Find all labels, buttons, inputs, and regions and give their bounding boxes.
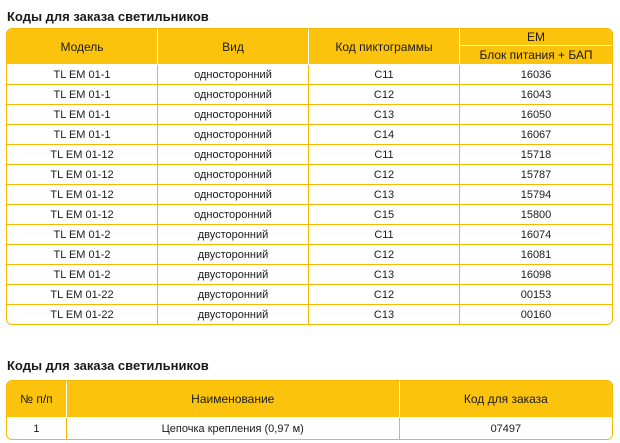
em-code-cell: 15718 [460, 144, 612, 164]
em-code-cell: 00160 [460, 304, 612, 324]
type-cell: односторонний [158, 104, 309, 124]
model-cell: TL EM 01-1 [7, 104, 158, 124]
order-code-cell: 07497 [490, 422, 522, 435]
column-header-name: Наименование [67, 381, 400, 418]
model-cell: TL EM 01-12 [7, 184, 158, 204]
column-header-pictogram-code: Код пиктограммы [309, 29, 460, 65]
em-code-cell: 16043 [460, 84, 612, 104]
model-cell: TL EM 01-12 [7, 204, 158, 224]
column-header-em: EM [460, 29, 612, 46]
table-row [7, 65, 612, 84]
pictogram-code-cell: C13 [309, 104, 460, 124]
model-cell: TL EM 01-2 [7, 224, 158, 244]
em-code-cell: 16074 [460, 224, 612, 244]
model-cell: TL EM 01-22 [7, 304, 158, 324]
table-row [7, 224, 612, 244]
em-code-cell: 16067 [460, 124, 612, 144]
model-cell: TL EM 01-1 [7, 84, 158, 104]
model-cell: TL EM 01-2 [7, 264, 158, 284]
pictogram-code-cell: C12 [309, 164, 460, 184]
pictogram-code-cell: C12 [309, 244, 460, 264]
em-code-cell: 16036 [520, 68, 552, 81]
type-cell: двусторонний [158, 244, 309, 264]
table-row [7, 104, 612, 124]
table-row [7, 204, 612, 224]
pictogram-code-cell: C11 [309, 65, 460, 84]
pictogram-code-cell: C12 [309, 284, 460, 304]
pictogram-code-cell: C12 [309, 84, 460, 104]
section-title-accessories: Коды для заказа светильников [7, 358, 209, 373]
model-cell: TL EM 01-12 [7, 164, 158, 184]
accessory-codes-table [6, 380, 613, 440]
table-row [7, 304, 612, 324]
table-row [7, 184, 612, 204]
luminaire-codes-table [6, 28, 613, 325]
em-code-cell: 16098 [460, 264, 612, 284]
table-row [7, 264, 612, 284]
em-code-cell: 16081 [460, 244, 612, 264]
table-row [7, 124, 612, 144]
name-cell: Цепочка крепления (0,97 м) [67, 418, 400, 439]
type-cell: односторонний [158, 184, 309, 204]
model-cell: TL EM 01-22 [7, 284, 158, 304]
type-cell: односторонний [158, 164, 309, 184]
pictogram-code-cell: C13 [309, 264, 460, 284]
section-title-luminaires: Коды для заказа светильников [7, 9, 209, 24]
table-row [7, 144, 612, 164]
em-code-cell: 00153 [460, 284, 612, 304]
pictogram-code-cell: C11 [309, 224, 460, 244]
model-cell: TL EM 01-1 [7, 65, 158, 84]
table-row [7, 418, 612, 439]
type-cell: двусторонний [158, 264, 309, 284]
pictogram-code-cell: C14 [309, 124, 460, 144]
column-header-type: Вид [158, 29, 309, 65]
pictogram-code-cell: C13 [309, 304, 460, 324]
model-cell: TL EM 01-1 [7, 124, 158, 144]
table-row [7, 244, 612, 264]
em-code-cell: 15787 [460, 164, 612, 184]
type-cell: односторонний [158, 84, 309, 104]
column-header-model: Модель [7, 29, 158, 65]
type-cell: односторонний [158, 124, 309, 144]
column-header-em-sub: Блок питания + БАП [460, 46, 612, 65]
type-cell: двусторонний [158, 304, 309, 324]
number-cell: 1 [7, 418, 67, 439]
model-cell: TL EM 01-2 [7, 244, 158, 264]
pictogram-code-cell: C15 [309, 204, 460, 224]
type-cell: односторонний [158, 204, 309, 224]
table-row [7, 164, 612, 184]
type-cell: односторонний [158, 144, 309, 164]
type-cell: двусторонний [158, 224, 309, 244]
column-header-number: № п/п [7, 381, 67, 418]
pictogram-code-cell: C11 [309, 144, 460, 164]
em-code-cell: 16050 [460, 104, 612, 124]
table-row [7, 84, 612, 104]
type-cell: односторонний [158, 65, 309, 84]
em-code-cell: 15800 [460, 204, 612, 224]
model-cell: TL EM 01-12 [7, 144, 158, 164]
table-row [7, 284, 612, 304]
type-cell: двусторонний [158, 284, 309, 304]
pictogram-code-cell: C13 [309, 184, 460, 204]
column-header-order-code: Код для заказа [400, 381, 612, 418]
em-code-cell: 15794 [460, 184, 612, 204]
